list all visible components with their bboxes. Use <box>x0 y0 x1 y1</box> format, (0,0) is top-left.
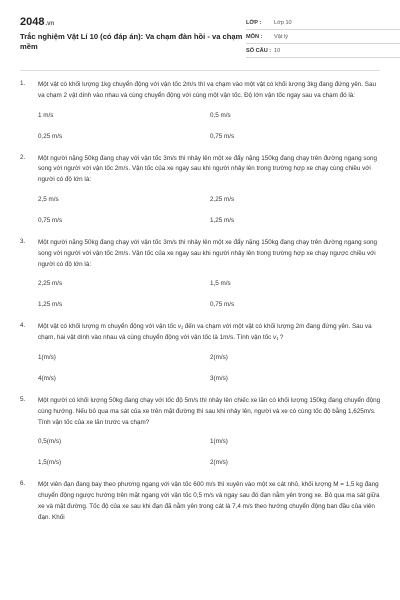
answer-option[interactable]: 1,25 m/s <box>38 301 63 309</box>
answer-option[interactable]: 1,5 m/s <box>210 280 231 288</box>
answer-options <box>38 112 382 141</box>
question-number: 4. <box>20 322 26 330</box>
question-3 <box>20 238 382 309</box>
meta-key: SỐ CÂU : <box>246 47 272 54</box>
velocity-symbol: v₁ <box>177 323 184 331</box>
meta-row-class <box>246 16 400 30</box>
velocity-symbol: v₁ <box>273 334 279 342</box>
question-number: 6. <box>20 480 26 488</box>
meta-table <box>246 16 400 58</box>
question-text: Một người nặng 50kg đang chạy với vận tốc 3m/s thì nhảy lên một xe đẩy nặng 150kg đang chạy trên đường ngang song song với người với vận tốc 2m/s. Vận tốc của xe ngay sau khi người nhảy lên trong trường hợp xe chạy ngược chiều với người có độ lớn là: <box>38 238 378 268</box>
question-text-part: Một vật có khối lượng m chuyển động với vận tốc <box>38 323 178 331</box>
question-text: Một người nặng 50kg đang chạy với vận tốc 3m/s thì nhảy lên một xe đẩy nặng 150kg đang chạy trên đường ngang song song với người với vận tốc 2m/s. Vận tốc của xe ngay sau khi người nhảy lên trong trường hợp xe chạy cùng chiều với người có độ lớn là: <box>38 154 378 184</box>
answer-options <box>38 280 382 309</box>
header-divider <box>20 70 380 71</box>
meta-value: Lớp 10 <box>274 19 292 26</box>
question-text-part: ? <box>278 334 284 342</box>
answer-options <box>38 354 382 383</box>
answer-option[interactable]: 0,75 m/s <box>210 132 235 140</box>
header <box>20 16 380 60</box>
answer-option[interactable]: 3(m/s) <box>210 374 228 382</box>
meta-key: LỚP : <box>246 19 262 26</box>
question-number: 5. <box>20 395 26 403</box>
answer-option[interactable]: 0,5 m/s <box>210 111 231 119</box>
meta-row-subject <box>246 30 400 44</box>
question-1 <box>20 80 382 141</box>
question-2 <box>20 154 382 225</box>
question-5 <box>20 396 382 467</box>
logo-domain: .vn <box>45 21 55 27</box>
question-text-part: đến va chạm với một vật có khối lượng 2m đang đứng yên. Sau va chạm, hai vật dính vào nhau và cùng chuyển động với vận tốc là 1m/s. Tính vận tốc <box>38 323 372 342</box>
question-text <box>38 322 382 344</box>
question-text: Một viên đạn đang bay theo phương ngang với vận tốc 600 m/s thì xuyên vào một xe cát nhỏ, khối lượng M = 1,5 kg đang chuyển động ngược hướng trên mặt ngang với vận tốc 0,5 m/s và ngay sau đó đạn nằm yên trong xe. Bỏ qua ma sát giữa xe và mặt đường. Tốc độ của xe sau khi đạn đã nằm yên trong cát là 7,4 m/s theo hướng chuyển động ban đầu của viên đạn. Khối <box>38 481 380 521</box>
answer-option[interactable]: 1 m/s <box>38 111 54 119</box>
meta-row-count <box>246 44 400 58</box>
answer-option[interactable]: 1,5(m/s) <box>38 459 62 467</box>
question-4 <box>20 322 382 383</box>
answer-options <box>38 438 382 467</box>
answer-option[interactable]: 2(m/s) <box>210 459 228 467</box>
answer-option[interactable]: 0,75 m/s <box>38 216 63 224</box>
meta-value: Vật lý <box>274 33 288 40</box>
answer-option[interactable]: 4(m/s) <box>38 374 56 382</box>
answer-option[interactable]: 2,25 m/s <box>38 280 63 288</box>
meta-key: MÔN : <box>246 33 263 40</box>
question-number: 3. <box>20 237 26 245</box>
logo-text: 2048 <box>20 16 45 28</box>
question-number: 2. <box>20 153 26 161</box>
question-list <box>20 80 382 537</box>
question-text: Một người có khối lượng 50kg đang chạy với tốc độ 5m/s thì nhảy lên chiếc xe lăn có khối lượng 150kg đang chuyển động cùng hướng. Nếu bỏ qua ma sát của xe trên mặt đường thì sau khi nhảy lên, người và xe có cùng tốc độ bằng 1,625m/s. Tính vận tốc của xe lăn trước va chạm? <box>38 396 381 426</box>
answer-options <box>38 196 382 225</box>
meta-value: 10 <box>274 47 281 54</box>
answer-option[interactable]: 1,25 m/s <box>210 216 235 224</box>
answer-option[interactable]: 0,75 m/s <box>210 301 235 309</box>
answer-option[interactable]: 2,5 m/s <box>38 195 59 203</box>
answer-option[interactable]: 1(m/s) <box>210 438 228 446</box>
answer-option[interactable]: 2,25 m/s <box>210 195 235 203</box>
site-logo[interactable] <box>20 16 54 28</box>
page-title: Trắc nghiệm Vật Lí 10 (có đáp án): Va chạm đàn hồi - va chạm mềm <box>20 32 243 51</box>
question-6 <box>20 480 382 523</box>
question-number: 1. <box>20 80 26 87</box>
answer-option[interactable]: 0,25 m/s <box>38 132 63 140</box>
question-text: Một vật có khối lượng 1kg chuyển động với vận tốc 2m/s thì va chạm vào một vật có khối lượng 3kg đang đứng yên. Sau va chạm 2 vật dính vào nhau và cùng chuyển động với cùng một vận tốc. Độ lớn vận tốc ngay sau va chạm đó là: <box>38 81 376 99</box>
answer-option[interactable]: 1(m/s) <box>38 353 56 361</box>
answer-option[interactable]: 2(m/s) <box>210 353 228 361</box>
answer-option[interactable]: 0,5(m/s) <box>38 438 62 446</box>
